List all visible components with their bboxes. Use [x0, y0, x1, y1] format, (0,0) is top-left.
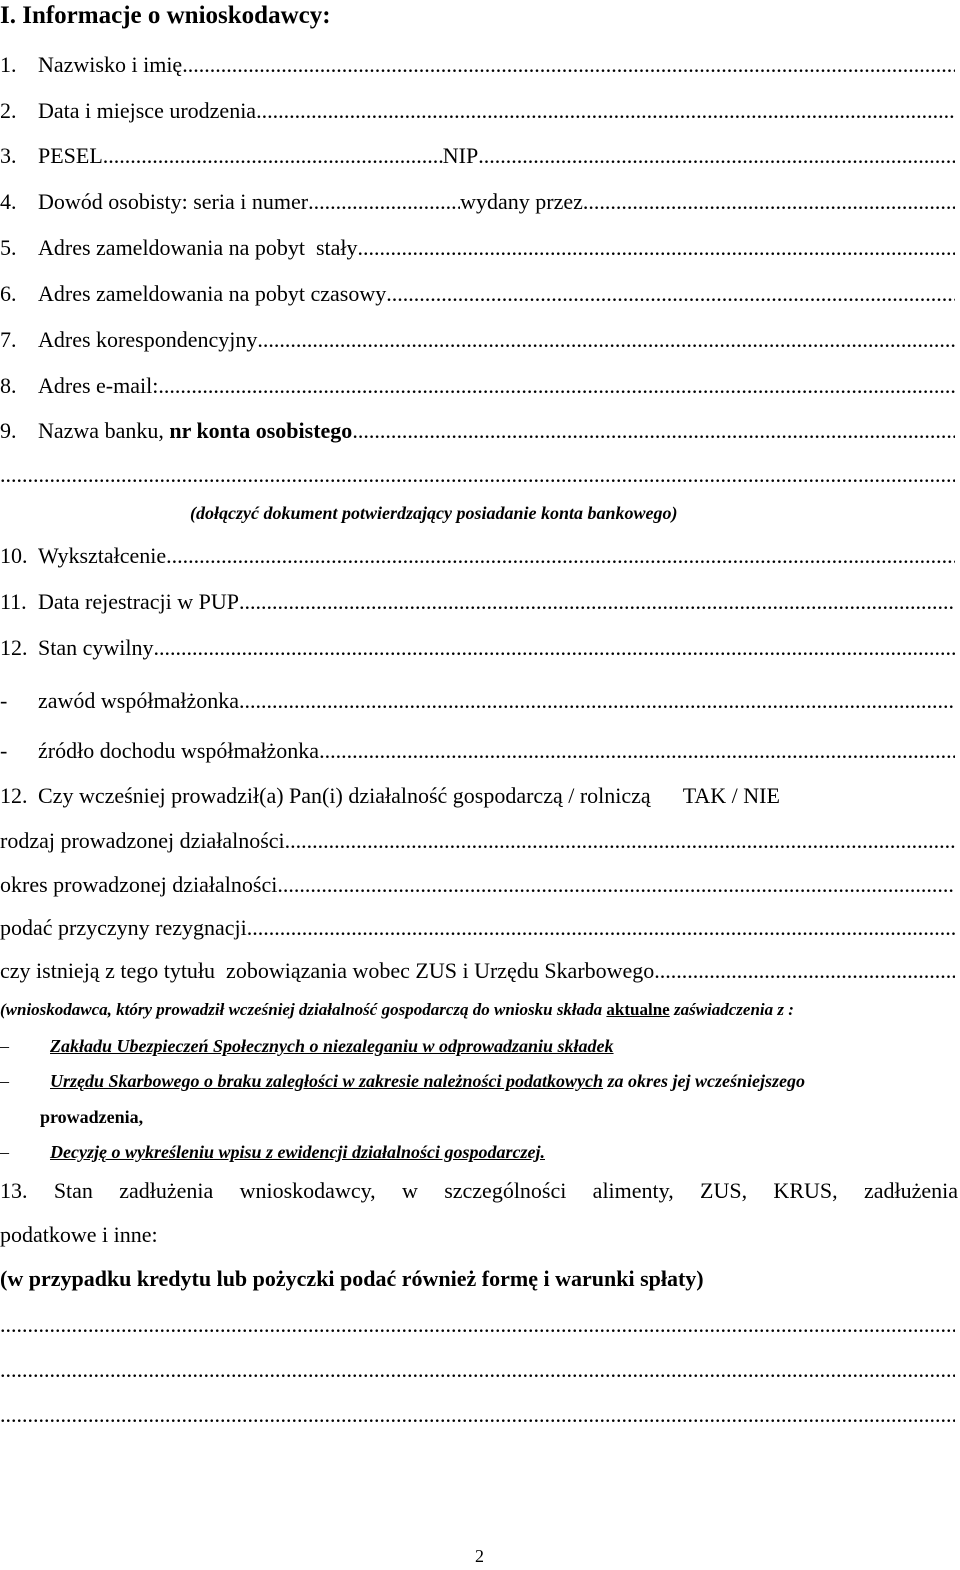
item-number: 10.	[0, 543, 28, 568]
field-label-issued: wydany przez	[460, 189, 583, 214]
item13-bold-note-text: (w przypadku kredytu lub pożyczki podać również formę i warunki spłaty)	[0, 1266, 704, 1291]
bullet-continuation: prowadzenia,	[40, 1107, 144, 1127]
field-education[interactable]	[0, 543, 955, 569]
field-name[interactable]	[0, 52, 955, 78]
item-number: 12.	[0, 783, 28, 808]
fill-line[interactable]	[166, 543, 955, 569]
field-bank-account-continuation[interactable]	[0, 462, 955, 488]
yes-no-option[interactable]: TAK / NIE	[682, 783, 780, 808]
dash-marker: -	[0, 688, 8, 713]
field-label: Data i miejsce urodzenia	[38, 98, 257, 123]
section-heading: I. Informacje o wnioskodawcy:	[0, 2, 331, 29]
bullet-text: Urzędu Skarbowego o braku zaległości w zakresie należności podatkowych	[50, 1071, 604, 1091]
attachments-note-end: zaświadczenia z :	[669, 1000, 794, 1019]
item-number: 1.	[0, 52, 17, 77]
field-resignation-reasons[interactable]	[0, 915, 955, 941]
field-label: Nazwa banku,	[38, 418, 170, 443]
bullet-text-tail: za okres jej wcześniejszego	[603, 1071, 806, 1091]
field-bank-account[interactable]	[0, 418, 955, 444]
fill-line[interactable]	[654, 958, 955, 984]
attachments-note-text: (wnioskodawca, który prowadził wcześniej działalność gospodarczą do wniosku składa	[0, 1000, 607, 1019]
field-label: Adres e-mail:	[38, 373, 159, 398]
field-label: czy istnieją z tego tytułu zobowiązania wobec ZUS i Urzędu Skarbowego	[0, 958, 655, 983]
field-email[interactable]	[0, 373, 955, 399]
field-label: Adres korespondencyjny	[38, 327, 258, 352]
field-business-type[interactable]	[0, 828, 955, 854]
fill-line[interactable]	[308, 189, 460, 215]
item-number: 6.	[0, 281, 17, 306]
bullet-text: Decyzję o wykreśleniu wpisu z ewidencji działalności gospodarczej.	[50, 1142, 545, 1162]
bullet-dash: –	[0, 1036, 9, 1056]
field-label: rodzaj prowadzonej działalności	[0, 828, 285, 853]
fill-line[interactable]	[319, 738, 955, 764]
fill-line[interactable]	[478, 143, 955, 169]
item-number: 3.	[0, 143, 17, 168]
field-label: Stan cywilny	[38, 635, 154, 660]
field-label: Adres zameldowania na pobyt stały	[38, 235, 358, 260]
fill-line[interactable]	[0, 462, 955, 488]
item-number: 4.	[0, 189, 17, 214]
fill-line[interactable]	[257, 327, 955, 353]
fill-line[interactable]	[103, 143, 443, 169]
field-marital-status[interactable]	[0, 635, 955, 661]
field-temporary-address[interactable]	[0, 281, 955, 307]
field-birth[interactable]	[0, 98, 955, 124]
fill-line[interactable]	[182, 52, 955, 78]
field-permanent-address[interactable]	[0, 235, 955, 261]
field-spouse-occupation[interactable]	[0, 688, 955, 714]
fill-line[interactable]	[358, 235, 955, 261]
attachments-note	[0, 1000, 794, 1020]
item13-bold-note	[0, 1266, 955, 1292]
item13-line2	[0, 1222, 955, 1248]
field-label: podać przyczyny rezygnacji	[0, 915, 247, 940]
field-label: Data rejestracji w PUP	[38, 589, 239, 614]
attachments-note-underlined: aktualne	[606, 1000, 670, 1019]
item-number: 7.	[0, 327, 17, 352]
item13-fill-line[interactable]	[0, 1357, 955, 1383]
field-label: PESEL	[38, 143, 103, 168]
item-number: 5.	[0, 235, 17, 260]
fill-line[interactable]	[158, 373, 955, 399]
field-zus-obligations[interactable]	[0, 958, 955, 984]
field-label: źródło dochodu współmałżonka	[38, 738, 320, 763]
field-label: zawód współmałżonka	[38, 688, 239, 713]
bank-account-note: (dołączyć dokument potwierdzający posiadanie konta bankowego)	[190, 503, 678, 523]
page-number: 2	[475, 1546, 484, 1566]
item13-line1: 13. Stan zadłużenia wnioskodawcy, w szczególności alimenty, ZUS, KRUS, zadłużenia	[0, 1178, 958, 1203]
field-correspondence-address[interactable]	[0, 327, 955, 353]
item-number: 12.	[0, 635, 28, 660]
item13-fill-line[interactable]	[0, 1402, 955, 1428]
fill-line[interactable]	[256, 98, 955, 124]
fill-line[interactable]	[239, 688, 955, 714]
attachment-bullet	[0, 1071, 805, 1092]
item-number: 11.	[0, 589, 27, 614]
field-spouse-income[interactable]	[0, 738, 955, 764]
fill-line[interactable]	[0, 1312, 955, 1338]
fill-line[interactable]	[0, 1402, 955, 1428]
bullet-dash: –	[0, 1071, 9, 1091]
field-label: okres prowadzonej działalności	[0, 872, 278, 897]
bullet-text: Zakładu Ubezpieczeń Społecznych o niezaleganiu w odprowadzaniu składek	[50, 1036, 614, 1056]
field-pesel-nip[interactable]	[0, 143, 955, 169]
field-registration-date[interactable]	[0, 589, 955, 615]
field-label-bold: nr konta osobistego	[169, 418, 353, 443]
bullet-dash: –	[0, 1142, 9, 1162]
fill-line[interactable]	[285, 828, 955, 854]
fill-line[interactable]	[239, 589, 955, 615]
fill-line[interactable]	[0, 1357, 955, 1383]
field-label: Dowód osobisty: seria i numer	[38, 189, 309, 214]
attachment-bullet	[0, 1142, 545, 1163]
fill-line[interactable]	[277, 872, 955, 898]
field-id-card[interactable]	[0, 189, 955, 215]
field-label: Wykształcenie	[38, 543, 167, 568]
field-label: Nazwisko i imię	[38, 52, 183, 77]
dash-marker: -	[0, 738, 8, 763]
fill-line[interactable]	[247, 915, 955, 941]
attachment-bullet	[0, 1036, 614, 1057]
field-business-period[interactable]	[0, 872, 955, 898]
item-number: 8.	[0, 373, 17, 398]
item-number: 2.	[0, 98, 17, 123]
field-label-nip: NIP	[442, 143, 479, 168]
fill-line[interactable]	[583, 189, 955, 215]
field-label: Czy wcześniej prowadził(a) Pan(i) działalność gospodarczą / rolniczą	[38, 783, 651, 808]
item13-line2-text: podatkowe i inne:	[0, 1222, 158, 1247]
field-previous-business[interactable]	[0, 783, 955, 809]
fill-line[interactable]	[386, 281, 955, 307]
item13-fill-line[interactable]	[0, 1312, 955, 1338]
field-label: Adres zameldowania na pobyt czasowy	[38, 281, 387, 306]
item-number: 9.	[0, 418, 17, 443]
fill-line[interactable]	[154, 635, 956, 661]
fill-line[interactable]	[352, 418, 955, 444]
